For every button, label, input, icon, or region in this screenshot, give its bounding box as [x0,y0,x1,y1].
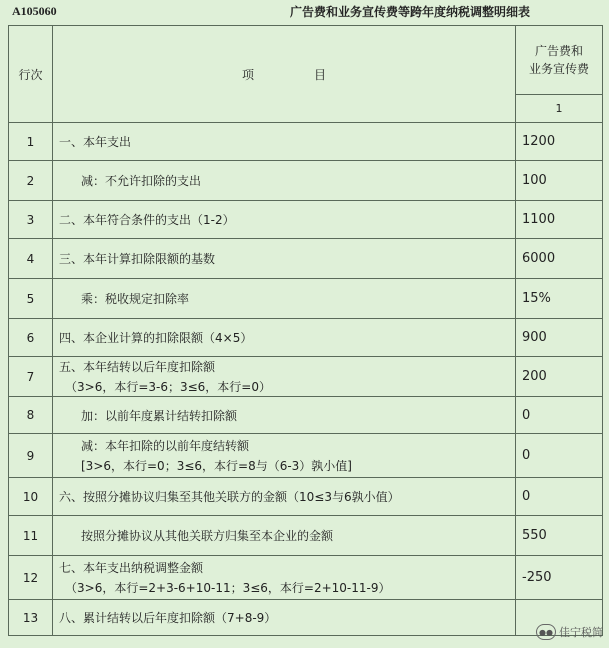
header-amount [516,26,603,123]
table-row [9,600,603,636]
row-item [53,279,516,319]
header-row-no: 行次 [9,26,53,123]
adjustment-table [8,25,603,636]
row-item [53,556,516,600]
row-value: 0 [516,478,603,516]
row-item [53,357,516,397]
row-item [53,397,516,434]
row-item [53,434,516,478]
row-item [53,201,516,239]
table-row [9,123,603,161]
row-number: 6 [9,319,53,357]
row-item-text: 六、按照分摊协议归集至其他关联方的金额（10≤3与6孰小值） [59,490,400,504]
row-number: 5 [9,279,53,319]
row-number: 1 [9,123,53,161]
row-number: 2 [9,161,53,201]
row-value: 15% [516,279,603,319]
header-item: 项 目 [53,26,516,123]
table-row [9,239,603,279]
table-row [9,161,603,201]
row-number: 13 [9,600,53,636]
row-value: -250 [516,556,603,600]
row-number: 11 [9,516,53,556]
row-item-formula: （3>6，本行=3-6；3≤6，本行=0） [65,380,271,394]
row-item [53,123,516,161]
row-number: 9 [9,434,53,478]
header-column-no: 1 [555,102,563,115]
wechat-icon: ●● [536,624,556,640]
row-item-formula: [3>6，本行=0；3≤6，本行=8与（6-3）孰小值] [81,459,352,473]
row-value: 900 [516,319,603,357]
row-item [53,516,516,556]
table-row [9,397,603,434]
form-title: 广告费和业务宣传费等跨年度纳税调整明细表 [290,5,531,19]
row-value: 200 [516,357,603,397]
form-header-bar [0,0,609,24]
row-item-text: 四、本企业计算的扣除限额（4×5） [59,331,253,345]
row-number: 8 [9,397,53,434]
row-item-text: 七、本年支出纳税调整金额 [59,561,204,575]
table-row [9,516,603,556]
row-value: 0 [516,397,603,434]
row-number: 10 [9,478,53,516]
row-item-text: 三、本年计算扣除限额的基数 [59,252,216,266]
table-header-row [9,26,603,123]
row-item-text: 一、本年支出 [59,135,132,149]
row-item [53,239,516,279]
row-item-text: 八、累计结转以后年度扣除额（7+8-9） [59,611,277,625]
row-item [53,319,516,357]
form-code: A105060 [12,4,57,18]
table-row [9,201,603,239]
row-item [53,161,516,201]
header-amount-line2: 业务宣传费 [528,62,589,76]
row-item-text: 五、本年结转以后年度扣除额 [59,360,216,374]
row-item-text: 按照分摊协议从其他关联方归集至本企业的金额 [81,529,334,543]
table-row [9,319,603,357]
table-row [9,434,603,478]
row-number: 7 [9,357,53,397]
row-value: 6000 [516,239,603,279]
row-value: 1100 [516,201,603,239]
watermark-text: 佳宁税简 [559,626,603,639]
row-item-formula: （3>6，本行=2+3-6+10-11；3≤6，本行=2+10-11-9） [65,581,391,595]
row-value: 550 [516,516,603,556]
table-row [9,357,603,397]
table-row [9,556,603,600]
row-item-text: 乘：税收规定扣除率 [81,292,190,306]
row-item-text: 减：本年扣除的以前年度结转额 [81,439,250,453]
table-row [9,279,603,319]
row-item-text: 减：不允许扣除的支出 [81,174,202,188]
row-item [53,478,516,516]
row-value: 1200 [516,123,603,161]
row-number: 3 [9,201,53,239]
row-item [53,600,516,636]
row-item-text: 二、本年符合条件的支出（1-2） [59,213,235,227]
table-row [9,478,603,516]
header-amount-line1: 广告费和 [534,44,583,58]
row-number: 4 [9,239,53,279]
watermark [536,624,603,640]
row-number: 12 [9,556,53,600]
row-value: 100 [516,161,603,201]
row-item-text: 加：以前年度累计结转扣除额 [81,408,238,423]
row-value: 0 [516,434,603,478]
